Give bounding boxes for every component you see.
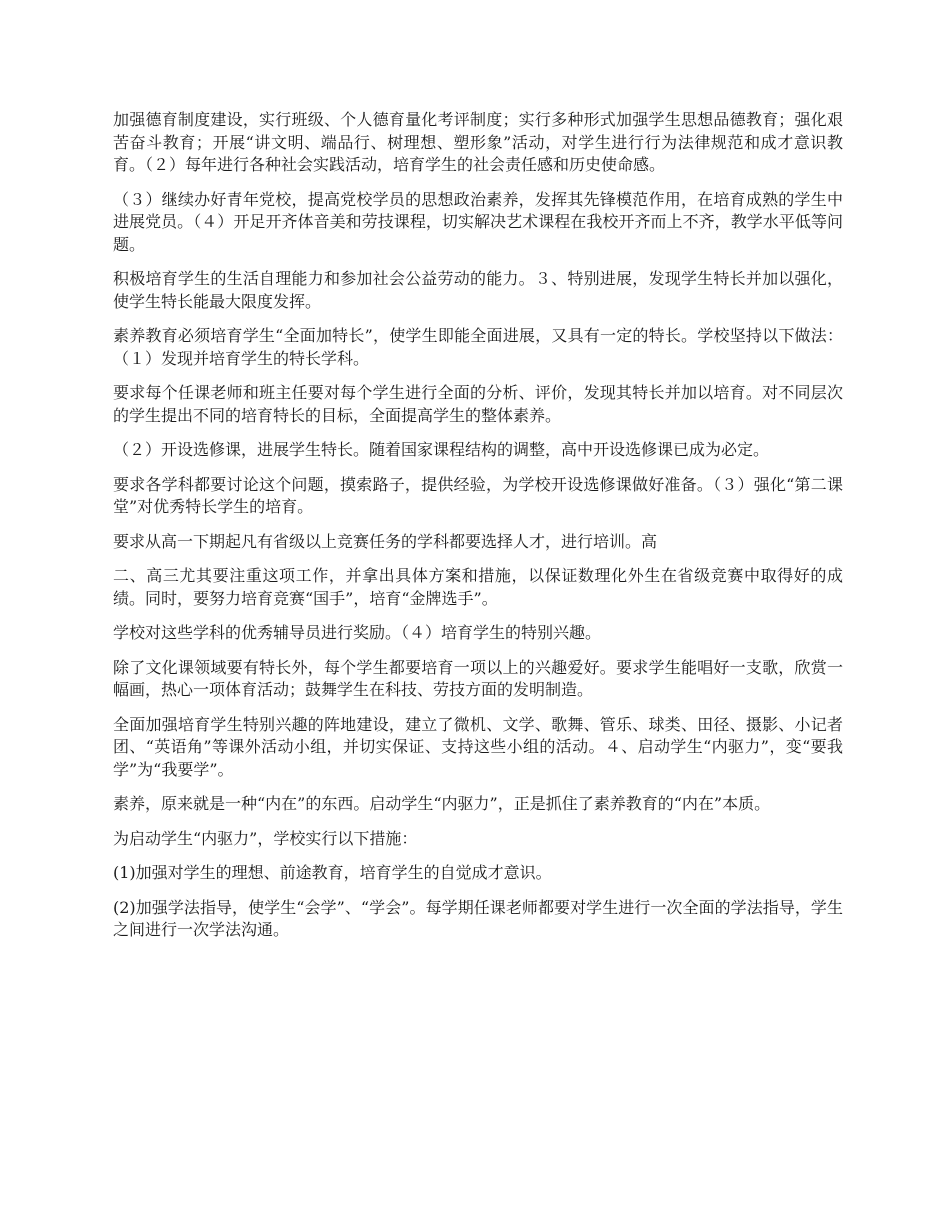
paragraph-13: 素养，原来就是一种“内在”的东西。启动学生“内驱力”，正是抓住了素养教育的“内在”本质。	[113, 794, 771, 813]
paragraph-3: 积极培育学生的生活自理能力和参加社会公益劳动的能力。３、特别进展，发现学生特长并加以强化，使学生特长能最大限度发挥。	[113, 269, 843, 311]
paragraph-14: 为启动学生“内驱力”，学校实行以下措施：	[113, 828, 418, 848]
document-body	[113, 109, 843, 954]
paragraph-7: 要求各学科都要讨论这个问题，摸索路子，提供经验，为学校开设选修课做好准备。（３）强化“第二课堂”对优秀特长学生的培育。	[113, 474, 843, 516]
paragraph-11: 除了文化课领域要有特长外，每个学生都要培育一项以上的兴趣爱好。要求学生能唱好一支歌，欣赏一幅画，热心一项体育活动；鼓舞学生在科技、劳技方面的发明制造。	[113, 657, 843, 699]
paragraph-2: （３）继续办好青年党校，提高党校学员的思想政治素养，发挥其先锋模范作用，在培育成熟的学生中进展党员。（４）开足开齐体音美和劳技课程，切实解决艺术课程在我校开齐而上不齐，教学水平低等问题。	[113, 189, 843, 254]
paragraph-4: 素养教育必须培育学生“全面加特长”，使学生即能全面进展，又具有一定的特长。学校坚持以下做法：（１）发现并培育学生的特长学科。	[113, 326, 843, 368]
paragraph-9: 二、高三尤其要注重这项工作，并拿出具体方案和措施，以保证数理化外生在省级竞赛中取得好的成绩。同时，要努力培育竞赛“国手”，培育“金牌选手”。	[113, 566, 843, 608]
paragraph-12: 全面加强培育学生特别兴趣的阵地建设，建立了微机、文学、歌舞、管乐、球类、田径、摄影、小记者团、“英语角”等课外活动小组，并切实保证、支持这些小组的活动。４、启动学生“内驱力”，变“要我学”为“我要学”。	[113, 714, 843, 779]
paragraph-1: 加强德育制度建设，实行班级、个人德育量化考评制度；实行多种形式加强学生思想品德教育；强化艰苦奋斗教育；开展“讲文明、端品行、树理想、塑形象”活动，对学生进行行为法律规范和成才意识教育。（２）每年进行各种社会实践活动，培育学生的社会责任感和历史使命感。	[113, 110, 843, 174]
paragraph-6: （２）开设选修课，进展学生特长。随着国家课程结构的调整，高中开设选修课已成为必定。	[113, 440, 770, 459]
paragraph-8: 要求从高一下期起凡有省级以上竞赛任务的学科都要选择人才，进行培训。高	[113, 531, 658, 551]
paragraph-16: (2)加强学法指导，使学生“会学”、“学会”。每学期任课老师都要对学生进行一次全面的学法指导，学生之间进行一次学法沟通。	[113, 897, 843, 939]
paragraph-15: (1)加强对学生的理想、前途教育，培育学生的自觉成才意识。	[113, 863, 552, 882]
paragraph-10: 学校对这些学科的优秀辅导员进行奖励。（４）培育学生的特别兴趣。	[113, 623, 602, 642]
paragraph-5: 要求每个任课老师和班主任要对每个学生进行全面的分析、评价，发现其特长并加以培育。对不同层次的学生提出不同的培育特长的目标，全面提高学生的整体素养。	[113, 383, 843, 425]
